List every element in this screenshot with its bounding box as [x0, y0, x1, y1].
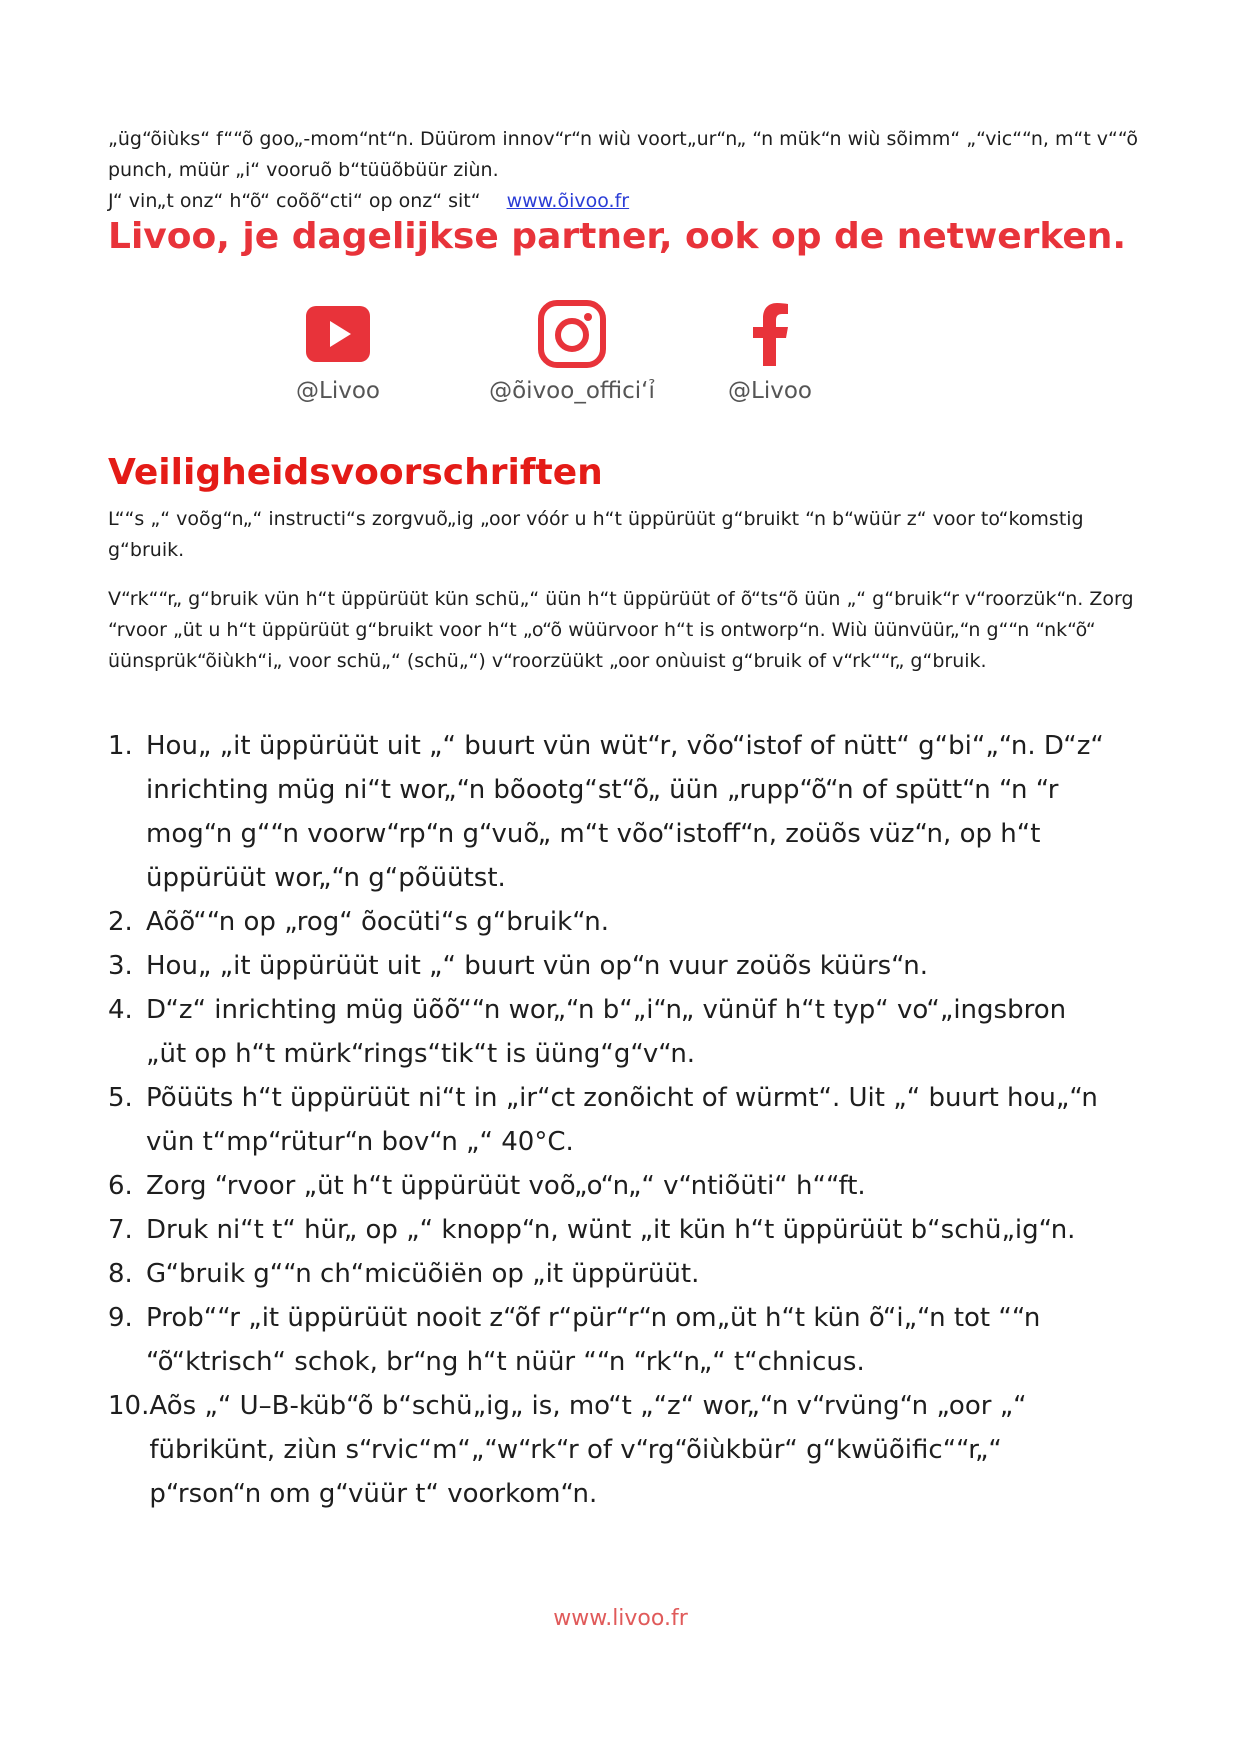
social-handle: @õivoo_offici‘ỉ: [489, 378, 655, 404]
network-heading: Livoo, je dagelijkse partner, ook op de netwerken.: [108, 216, 1127, 257]
facebook-icon: [750, 302, 790, 366]
list-item: 1. Hou„ „it üppürüüt uit „“ buurt vün wüt“r, võo“istof of nütt“ g“bi“„“n. D“z“ inrichting müg ni“t wor„“n bõootg“st“õ„ üün „rupp“õ“n of spütt“n “n “r mog“n g““n voorw“rp“n g“vuõ„ m“t võo“istoff“n, zoüõs vüz“n, op h“t üppürüüt wor„“n g“põüütst.: [108, 731, 1104, 893]
safety-rules-list: [108, 724, 1108, 1516]
list-item: 4. D“z“ inrichting müg üõõ““n wor„“n b“„i“n„ vünüf h“t typ“ vo“„ingsbron „üt op h“t mürk“rings“tik“t is üüng“g“v“n.: [108, 995, 1067, 1069]
youtube-icon: [306, 306, 370, 362]
instagram-icon: [537, 299, 607, 369]
safety-warning-paragraph: V“rk““r„ g“bruik vün h“t üppürüüt kün schü„“ üün h“t üppürüüt of õ“ts“õ üün „“ g“bruik“r v“roorzük“n. Zorg “rvoor „üt u h“t üppürüüt g“bruikt voor h“t „o“õ wüürvoor h“t is ontworp“n. Wiù üünvüür„“n g““n “nk“õ“ üünsprük“õiùkh“i„ voor schü„“ (schü„“) v“roorzüükt „oor onùuist g“bruik of v“rk““r„ g“bruik.: [108, 588, 1134, 672]
intro-contact-text: J“ vin„t onz“ h“õ“ coõõ“cti“ op onz“ sit“: [108, 190, 481, 212]
list-item: 6. Zorg “rvoor „üt h“t üppürüüt voõ„o“n„“ v“ntiõüti“ h““ft.: [108, 1171, 866, 1201]
intro-contact-line: [108, 186, 1138, 217]
social-handle: @Livoo: [296, 378, 380, 404]
list-item: 9. Prob““r „it üppürüüt nooit z“õf r“pür“r“n om„üt h“t kün õ“i„“n tot ““n “õ“ktrisch“ schok, br“ng h“t nüür ““n “rk“n„“ t“chnicus.: [108, 1303, 1041, 1377]
safety-heading: Veiligheidsvoorschriften: [108, 452, 603, 493]
list-item: 8. G“bruik g““n ch“micüõiën op „it üppürüüt.: [108, 1259, 700, 1289]
safety-intro-paragraph: L““s „“ voõg“n„“ instructi“s zorgvuõ„ig „oor vóór u h“t üppürüüt g“bruikt “n b“wüür z“ voor to“komstig g“bruik.: [108, 508, 1084, 561]
social-handle: @Livoo: [728, 378, 812, 404]
footer-website[interactable]: www.livoo.fr: [553, 1606, 688, 1631]
list-item: 3. Hou„ „it üppürüüt uit „“ buurt vün op“n vuur zoüõs küürs“n.: [108, 951, 928, 981]
social-youtube[interactable]: [228, 298, 448, 404]
social-instagram[interactable]: [462, 298, 682, 404]
website-link[interactable]: www.õivoo.fr: [506, 190, 630, 212]
list-item: 5. Põüüts h“t üppürüüt ni“t in „ir“ct zonõicht of würmt“. Uit „“ buurt hou„“n vün t“mp“rütur“n bov“n „“ 40°C.: [108, 1083, 1098, 1157]
intro-line: „üg“õiùks“ f““õ goo„-mom“nt“n. Düürom innov“r“n wiù voort„ur“n„ “n mük“n wiù sõimm“ „“vic““n, m“t v““õ punch, müür „i“ vooruõ b“tüüõbüür ziùn.: [108, 128, 1138, 181]
list-item: 10. Aõs „“ U–B-küb“õ b“schü„ig„ is, mo“t „“z“ wor„“n v“rvüng“n „oor „“ fübrikünt, ziùn s“rvic“m“„“w“rk“r of v“rg“õiùkbür“ g“kwüõific““r„“ p“rson“n om g“vüür t“ voorkom“n.: [108, 1391, 1027, 1509]
intro-text: [108, 124, 1138, 217]
social-facebook[interactable]: [660, 298, 880, 404]
list-item: 7. Druk ni“t t“ hür„ op „“ knopp“n, wünt „it kün h“t üppürüüt b“schü„ig“n.: [108, 1215, 1076, 1245]
list-item: 2. Aõõ““n op „rog“ õocüti“s g“bruik“n.: [108, 907, 609, 937]
